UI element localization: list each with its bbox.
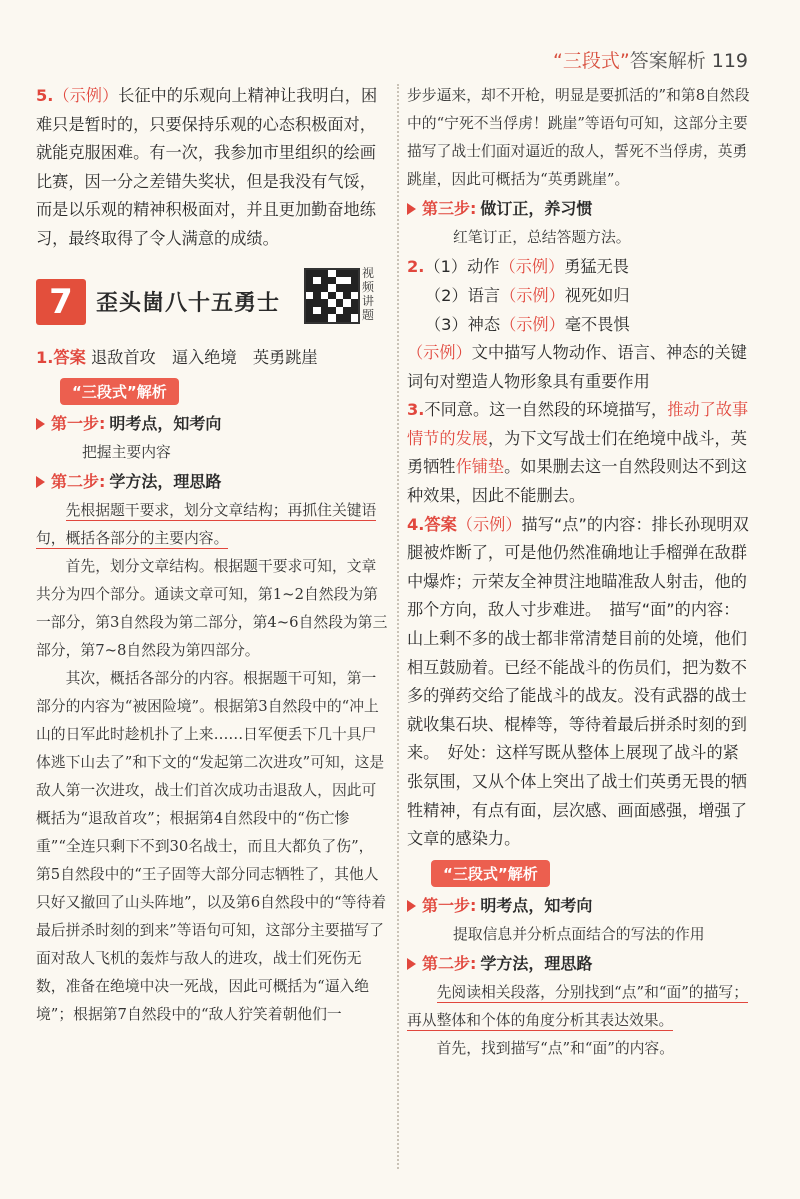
step-1-label: 第一步:	[51, 414, 106, 434]
right-column	[407, 82, 754, 1063]
arrow-icon	[407, 958, 416, 970]
page-number: 119	[711, 50, 748, 72]
q2-item-index: （3）神态	[425, 315, 501, 334]
q2-summary	[407, 339, 754, 396]
question-5	[36, 82, 388, 254]
step-1-content: 把握主要内容	[82, 444, 171, 462]
step-2-label: 第二步:	[51, 472, 106, 492]
lesson-number: 7	[36, 279, 86, 325]
question-3	[407, 396, 754, 510]
q2-item-text: 视死如归	[564, 286, 630, 305]
arrow-icon	[36, 418, 45, 430]
q2-example-tag: （示例）	[500, 286, 565, 305]
step-2	[36, 467, 388, 497]
analysis-para-2: 其次，概括各部分的内容。根据题干可知，第一部分的内容为“被困险境”。根据第3自然段中的“冲上山的日军此时趁机扑了上来……日军便丢下几十具尸体逃下山去了”和下文的“发起第二次进攻”可知，这是敌人第一次进攻，战士们首次成功击退敌人，因此可概括为“退敌首攻”；根据第4自然段中的“伤亡惨重”“全连只剩下不到30名战士，而且大都负了伤”，第5自然段中的“王子固等大部分同志牺牲了，其他人只好又撤回了山头阵地”，以及第6自然段中的“等待着最后拼杀时刻的到来”等语句可知，这部分主要描写了面对敌人飞机的轰炸与敌人的进攻，战士们死伤无数，准备在绝境中决一死战，因此可概括为“逼入绝境”；根据第7自然段中的“敌人狞笑着朝他们一	[36, 670, 387, 1024]
column-divider	[397, 84, 399, 1169]
lesson-title: 歪头崮八十五勇士	[96, 291, 281, 317]
step-2-title: 学方法，理思路	[109, 472, 222, 492]
step-1-content: 提取信息并分析点面结合的写法的作用	[453, 925, 705, 943]
step-1-title: 明考点，知考向	[480, 895, 593, 915]
q3-highlight-2: 作铺垫	[455, 457, 505, 477]
q5-text: 长征中的乐观向上精神让我明白，困难只是暂时的，只要保持乐观的心态积极面对，就能克服困难。有一次，我参加市里组织的绘画比赛，因一分之差错失奖状，但是我没有气馁，而是以乐观的精神积极面对，并且更加勤奋地练习，最终取得了令人满意的成绩。	[36, 86, 378, 248]
step-2-title: 学方法，理思路	[480, 953, 593, 973]
left-column	[36, 82, 388, 1029]
q2-item	[407, 310, 754, 339]
q2-summary-tag: （示例）	[407, 343, 472, 362]
step-2	[407, 949, 754, 979]
q1-number: 1.	[36, 347, 54, 367]
q2-item-index: （1）动作	[424, 257, 500, 276]
q4-number: 4.	[407, 514, 425, 534]
question-2	[407, 252, 754, 396]
arrow-icon	[407, 203, 416, 215]
method-text: 先阅读相关段落，分别找到“点”和“面”的描写；再从整体和个体的角度分析其表达效果。	[407, 983, 748, 1029]
analysis-para-1: 首先，划分文章结构。根据题干要求可知，文章共分为四个部分。通读文章可知，第1~2自然段为第一部分，第3自然段为第二部分，第4~6自然段为第三部分，第7~8自然段为第四部分。	[36, 558, 388, 660]
q2-item-index: （2）语言	[425, 286, 501, 305]
step-3	[407, 194, 754, 224]
q2-example-tag: （示例）	[500, 315, 565, 334]
question-1	[36, 344, 388, 373]
analysis-badge: “三段式”解析	[60, 378, 179, 405]
step-2-method	[36, 497, 388, 553]
q3-highlight-1: 推动了故事情节的发展	[407, 400, 749, 448]
q4-text: 描写“点”的内容：排长孙现明双腿被炸断了，可是他仍然准确地让手榴弹在敌群中爆炸；亓荣友全神贯注地瞄准敌人射击，他的那个方向，敌人寸步难进。 描写“面”的内容：山上剩不多的战士都非常清楚目前的处境，他们相互鼓励着。已经不能战斗的伤员们，把为数不多的弹药交给了能战斗的战友。没有武器的战士就收集石块、棍棒等，等待着最后拼杀时刻的到来。 好处：这样写既从整体上展现了战斗的紧张氛围，又从个体上突出了战士们英勇无畏的牺牲精神，有点有面，层次感、画面感强，增强了文章的感染力。	[407, 514, 749, 849]
step-2-method	[407, 979, 754, 1035]
q2-example-tag: （示例）	[499, 257, 565, 276]
q2-item-text: 毫不畏惧	[564, 315, 630, 334]
q5-example-tag: （示例）	[53, 86, 119, 105]
qr-code-icon[interactable]	[304, 268, 360, 324]
lesson-heading	[36, 265, 388, 330]
header-quote: “三段式”	[553, 50, 630, 72]
method-text: 先根据题干要求，划分文章结构；再抓住关键语句，概括各部分的主要内容。	[36, 502, 377, 548]
step-3-content: 红笔订正，总结答题方法。	[453, 229, 631, 246]
arrow-icon	[407, 900, 416, 912]
video-label: 视频讲题	[362, 265, 375, 322]
q5-number: 5.	[36, 86, 54, 105]
q2-summary-text: 文中描写人物动作、语言、神态的关键词句对塑造人物形象具有重要作用	[407, 343, 747, 391]
step-3-title: 做订正，养习惯	[480, 199, 593, 218]
q2-item-text: 勇猛无畏	[564, 257, 629, 276]
step-1	[407, 891, 754, 921]
q3-text-1: 不同意。这一自然段的环境描写，	[424, 400, 668, 420]
analysis-badge: “三段式”解析	[431, 860, 550, 887]
arrow-icon	[36, 476, 45, 488]
step-1-label: 第一步:	[422, 895, 477, 915]
step-1-title: 明考点，知考向	[109, 414, 222, 434]
step-1	[36, 409, 388, 439]
q4-example-tag: （示例）	[456, 514, 522, 534]
q2-item	[407, 281, 754, 310]
q1-answer-label: 答案	[53, 347, 86, 367]
q2-item	[407, 252, 754, 281]
page-header	[553, 46, 748, 73]
q3-number: 3.	[407, 400, 425, 420]
q3-text-2: ，为下文写战士们在绝境中战斗，英勇牺牲	[407, 428, 747, 477]
analysis-continued: 步步逼来，却不开枪，明显是要抓活的”和第8自然段中的“宁死不当俘虏！跳崖”等语句可知，这部分主要描写了战士们面对逼近的敌人，誓死不当俘虏，英勇跳崖，因此可概括为“英勇跳崖”。	[407, 87, 750, 188]
q4-answer-label: 答案	[424, 514, 457, 534]
q2-number: 2.	[407, 257, 425, 276]
question-4	[407, 511, 754, 854]
analysis-para: 首先，找到描写“点”和“面”的内容。	[436, 1039, 675, 1057]
q1-text: 退敌首攻 逼入绝境 英勇跳崖	[90, 347, 318, 367]
header-label: 答案解析	[629, 50, 706, 72]
q3-text-3: 。如果删去这一自然段则达不到这种效果，因此不能删去。	[407, 457, 747, 505]
step-3-label: 第三步:	[422, 199, 477, 218]
step-2-label: 第二步:	[422, 953, 477, 973]
